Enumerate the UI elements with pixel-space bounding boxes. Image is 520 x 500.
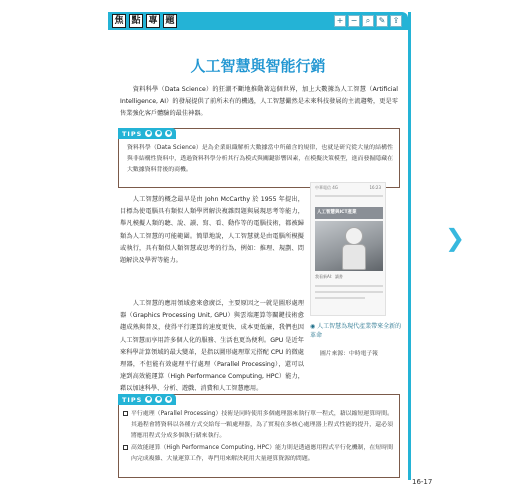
section-header-bar [108, 12, 408, 30]
robot-head-icon [345, 227, 363, 245]
zoom-in-icon[interactable]: + [334, 15, 346, 27]
search-icon[interactable]: ⌕ [362, 15, 374, 27]
tips-list-item [123, 443, 393, 465]
tips-list-item [123, 409, 393, 441]
section-char: 焦 [112, 14, 126, 28]
intro-paragraph: 資料科學（Data Science）的狂潮不斷地推動著這個世界，加上大數據為人工智慧（Artificial Intelligence, AI）的發展提供了前所未有的機遇，人工智慧儼然是未來科技發展的主流趨勢，更是零售業強化客戶體驗的最佳神器。 [120, 86, 398, 118]
body-paragraph: 人工智慧的應用領域愈來愈廣泛，主要原因之一就是圖形處理器（Graphics Processing Unit, GPU）與雲端運算等關鍵技術愈趨成熟與普及，使得平行運算的速度更快、成本更低廉，我們也因人工智慧而享用許多個人化的服務、生活也更為便利。GPU 是近年來科學計算領域的最大變革，是指以圖形處理單元搭配 CPU 的微處理器，不但能有效處理平行處理（Parallel Processing），還可以達到高效能運算（High Performance Computing, HPC）能力，藉以加速科學、分析、遊戲、消費和人工智慧應用。 [120, 300, 304, 393]
info-icon: ● [156, 396, 161, 402]
caption-bullet-icon: ◉ [310, 323, 318, 330]
photo-caption: 我看新AI：讀書 [315, 274, 343, 279]
body-paragraph: 人工智慧的概念最早是由 John McCarthy 於 1955 年提出，目標為使電腦具有類似人類學習解決複雜問題與展現思考等能力，舉凡模擬人類的聽、說、讀、寫、看、動作等的電腦技術，都被歸類為人工智慧的可能範圍。簡單地說，人工智慧就是由電腦所模擬或執行，具有類似人類智慧或思考的行為，例如：推理、規劃、問題解決及學習等能力。 [120, 196, 304, 265]
section-char: 題 [163, 14, 177, 28]
chat-icon: ● [146, 130, 151, 136]
page-number: 16-17 [412, 478, 433, 486]
section-char: 點 [129, 14, 143, 28]
tips-label: TIPS [122, 395, 143, 404]
edit-icon[interactable]: ✎ [376, 15, 388, 27]
checkbox-bullet-icon [123, 445, 128, 450]
page-title: 人工智慧與智能行銷 [190, 57, 326, 75]
phone-screenshot-figure [310, 182, 386, 316]
phone-headline: 人工智慧與ICT產業 [317, 210, 357, 215]
toolbar [334, 15, 402, 27]
figure-caption [310, 322, 402, 340]
page-edge-band [408, 12, 411, 480]
tips-box [118, 128, 400, 188]
tips-tab [118, 128, 176, 139]
link-icon: ● [166, 396, 171, 402]
section-char: 專 [146, 14, 160, 28]
phone-text-line [315, 291, 383, 293]
zoom-out-icon[interactable]: − [348, 15, 360, 27]
next-page-icon[interactable]: ❯ [445, 224, 466, 252]
info-icon: ● [156, 130, 161, 136]
tips-text: 資料科學（Data Science）是為企業組織解析大數據當中所蘊含的規律，也就是研究從大量的結構性與非結構性資料中，透過資料科學分析其行為模式與關鍵影響因素，在模擬決策模型，進而發掘隱藏在大數據資料背後的商機。 [127, 145, 393, 173]
phone-text-line [315, 297, 365, 299]
tips-item-text: 高效能運算（High Performance Computing, HPC）能力則是透過應用程式平行化機制，在短時間內完成複雜、大量運算工作，專門用來解決耗用大量運算資源的問題。 [131, 445, 393, 462]
figure-caption-text: 人工智慧為現代產業帶來全新的革命 [310, 323, 402, 339]
phone-divider [315, 195, 383, 197]
phone-status-time: 16:23 [369, 185, 381, 190]
share-icon[interactable]: ⇪ [390, 15, 402, 27]
phone-status-bar: 中華電信 4G [315, 185, 338, 190]
phone-text-line [315, 285, 383, 287]
chat-icon: ● [146, 396, 151, 402]
tips-item-text: 平行處理（Parallel Processing）技術是同時使用多個處理器來執行單一程式，藉以縮短運算時間。其過程會將資料以各種方式交給每一顆處理器，為了實現在多核心處理器上程式性能的提升，還必須將應用程式分成多個執行緒來執行。 [131, 411, 393, 439]
section-title [112, 14, 177, 28]
tips-tab [118, 394, 176, 405]
robot-body-icon [342, 244, 366, 270]
tips-label: TIPS [122, 129, 143, 138]
figure-source: 圖片來源：中時電子報 [320, 351, 378, 357]
checkbox-bullet-icon [123, 411, 128, 416]
link-icon: ● [166, 130, 171, 136]
